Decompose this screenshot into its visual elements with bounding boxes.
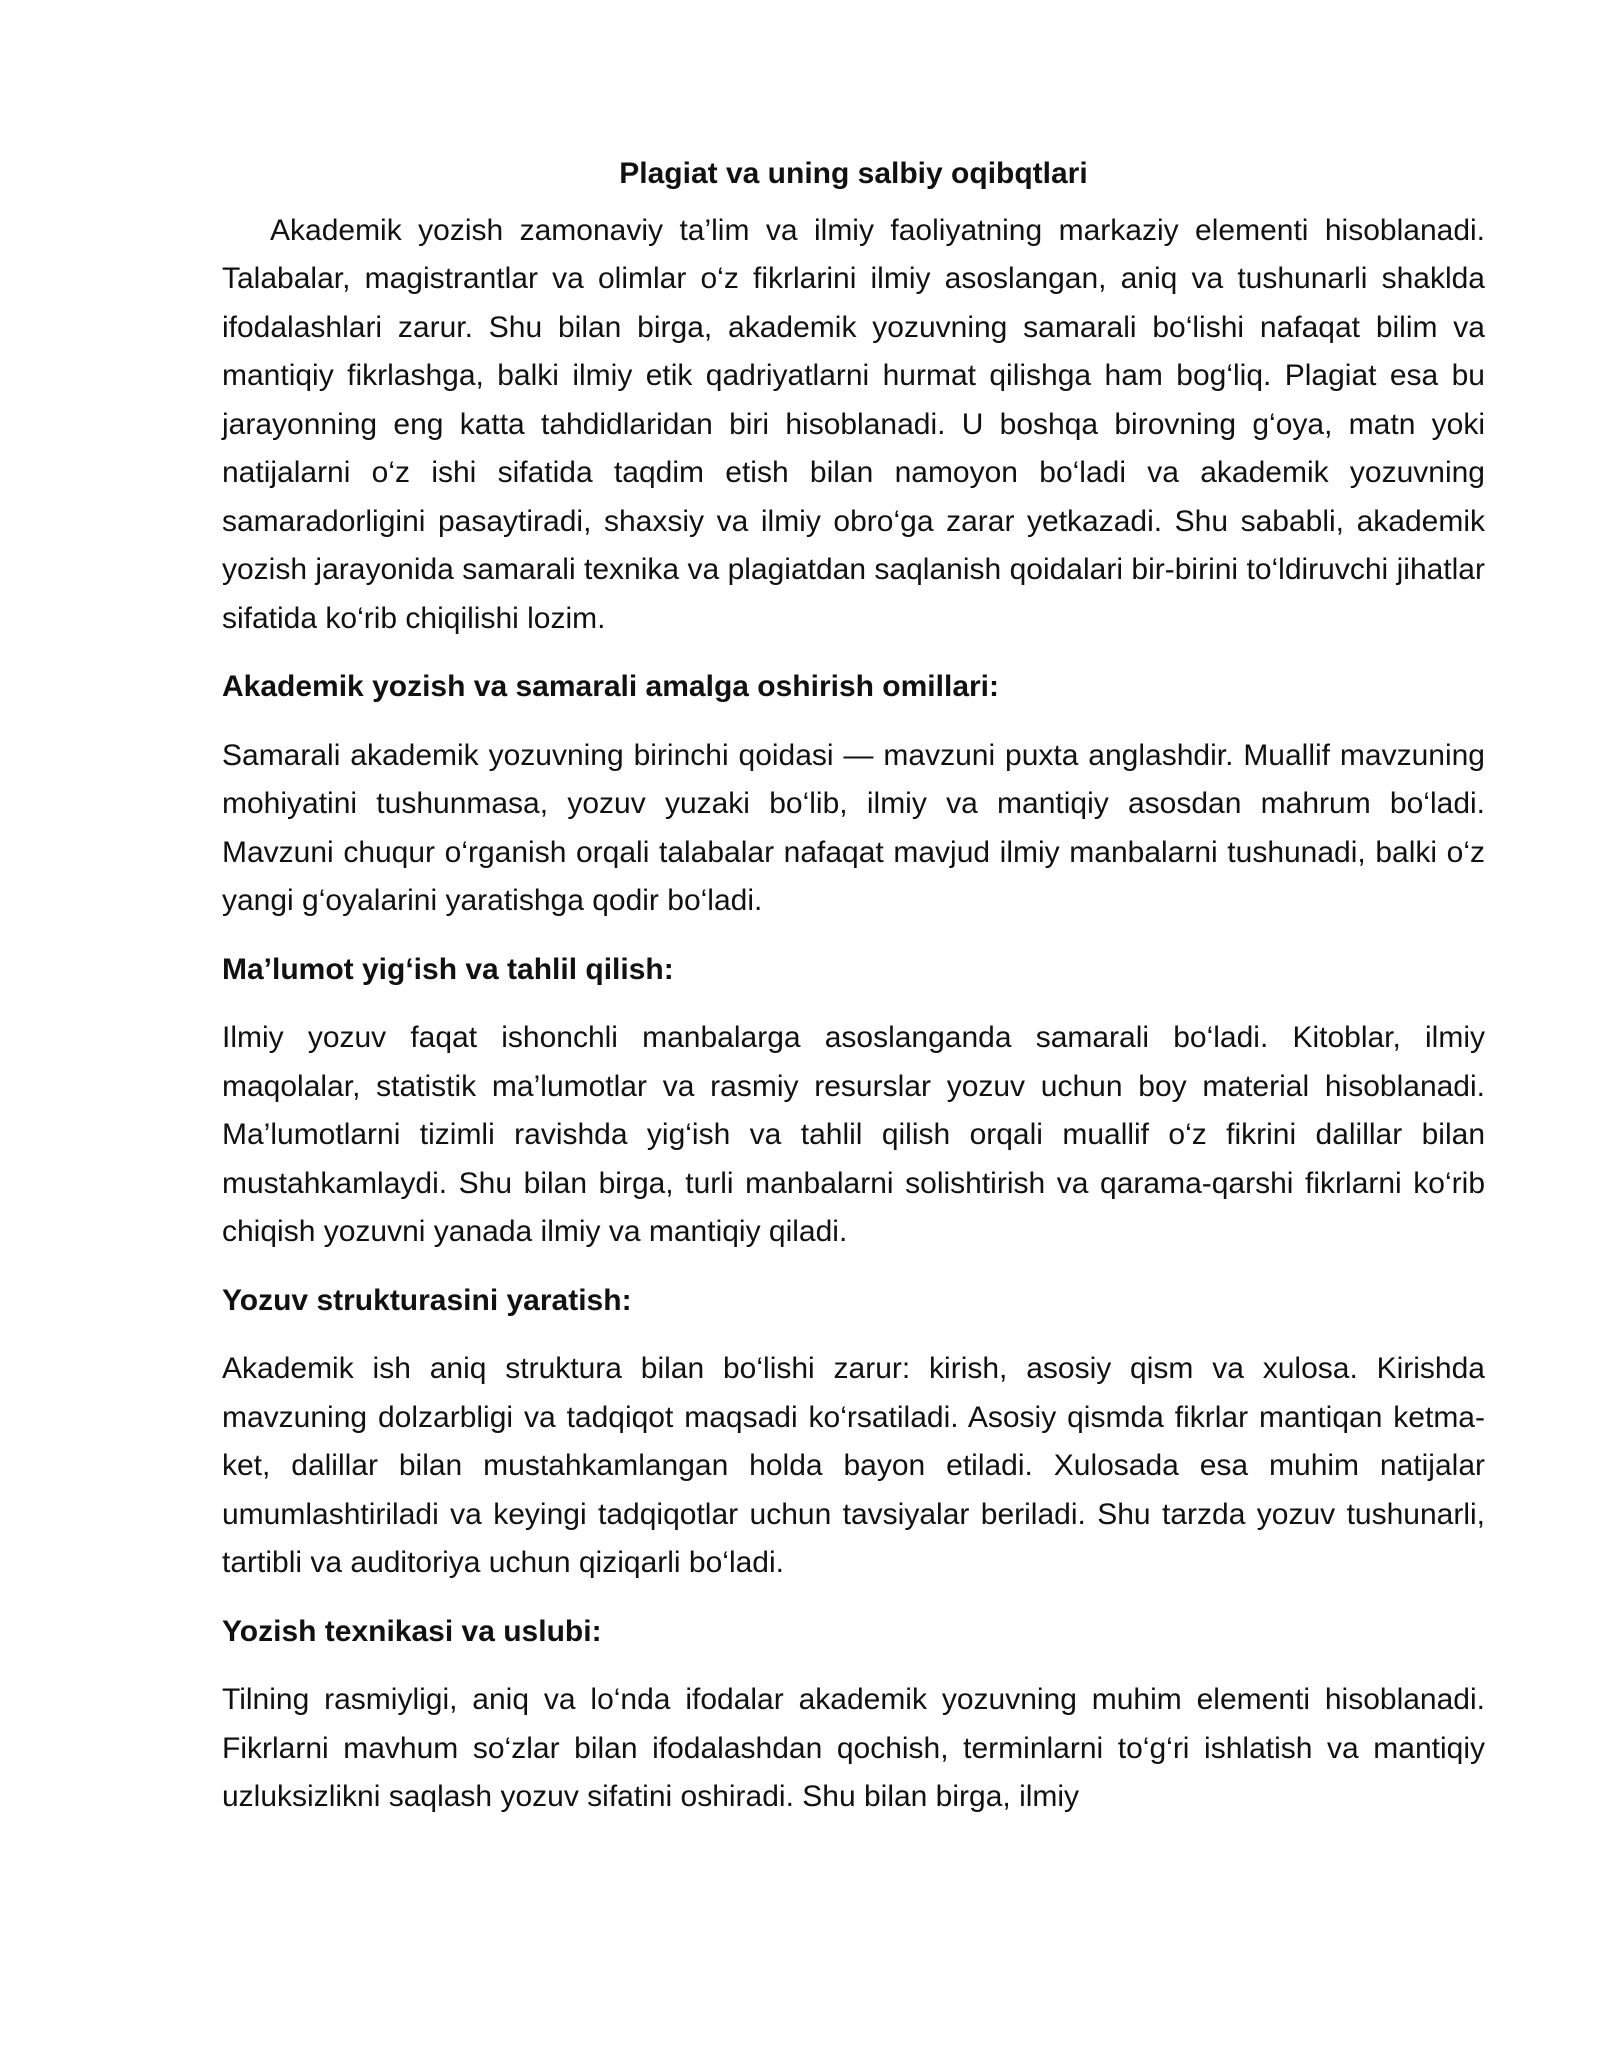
section-paragraph: Tilning rasmiyligi, aniq va lo‘nda ifodalar akademik yozuvning muhim elementi hisoblanadi. Fikrlarni mavhum so‘zlar bilan ifodalashdan qochish, terminlarni to‘g‘ri ishlatish va mantiqiy uzluksizlikni saqlash yozuv sifatini oshiradi. Shu bilan birga, ilmiy bbox=[222, 1683, 1485, 1813]
intro-paragraph: Akademik yozish zamonaviy ta’lim va ilmiy faoliyatning markaziy elementi hisoblanadi. Talabalar, magistrantlar va olimlar o‘z fikrlarini ilmiy asoslangan, aniq va tushunarli shaklda ifodalashlari zarur. Shu bilan birga, akademik yozuvning samarali bo‘lishi nafaqat bilim va mantiqiy fikrlashga, balki ilmiy etik qadriyatlarni hurmat qilishga ham bog‘liq. Plagiat esa bu jarayonning eng katta tahdidlaridan biri hisoblanadi. U boshqa birovning g‘oya, matn yoki natijalarni o‘z ishi sifatida taqdim etish bilan namoyon bo‘ladi va akademik yozuvning samaradorligini pasaytiradi, shaxsiy va ilmiy obro‘ga zarar yetkazadi. Shu sababli, akademik yozish jarayonida samarali texnika va plagiatdan saqlanish qoidalari bir-birini to‘ldiruvchi jihatlar sifatida ko‘rib chiqilishi lozim. bbox=[222, 213, 1485, 635]
section-heading: Yozish texnikasi va uslubi: bbox=[222, 1614, 602, 1648]
section-paragraph: Ilmiy yozuv faqat ishonchli manbalarga asoslanganda samarali bo‘ladi. Kitoblar, ilmiy maqolalar, statistik ma’lumotlar va rasmiy resurslar yozuv uchun boy material hisoblanadi. Ma’lumotlarni tizimli ravishda yig‘ish va tahlil qilish orqali muallif o‘z fikrini dalillar bilan mustahkamlaydi. Shu bilan birga, turli manbalarni solishtirish va qarama-qarshi fikrlarni ko‘rib chiqish yozuvni yanada ilmiy va mantiqiy qiladi. bbox=[222, 1021, 1485, 1248]
section-heading: Yozuv strukturasini yaratish: bbox=[222, 1283, 632, 1317]
section-paragraph: Samarali akademik yozuvning birinchi qoidasi — mavzuni puxta anglashdir. Muallif mavzuning mohiyatini tushunmasa, yozuv yuzaki bo‘lib, ilmiy va mantiqiy asosdan mahrum bo‘ladi. Mavzuni chuqur o‘rganish orqali talabalar nafaqat mavjud ilmiy manbalarni tushunadi, balki o‘z yangi g‘oyalarini yaratishga qodir bo‘ladi. bbox=[222, 738, 1485, 917]
section-heading: Ma’lumot yig‘ish va tahlil qilish: bbox=[222, 952, 674, 986]
document-title: Plagiat va uning salbiy oqibqtlari bbox=[619, 157, 1088, 190]
section-paragraph: Akademik ish aniq struktura bilan bo‘lishi zarur: kirish, asosiy qism va xulosa. Kirishda mavzuning dolzarbligi va tadqiqot maqsadi ko‘rsatiladi. Asosiy qismda fikrlar mantiqan ketma-ket, dalillar bilan mustahkamlangan holda bayon etiladi. Xulosada esa muhim natijalar umumlashtiriladi va keyingi tadqiqotlar uchun tavsiyalar beriladi. Shu tarzda yozuv tushunarli, tartibli va auditoriya uchun qiziqarli bo‘ladi. bbox=[222, 1352, 1485, 1579]
document-body bbox=[222, 150, 1485, 1822]
section-heading: Akademik yozish va samarali amalga oshirish omillari: bbox=[222, 670, 999, 703]
